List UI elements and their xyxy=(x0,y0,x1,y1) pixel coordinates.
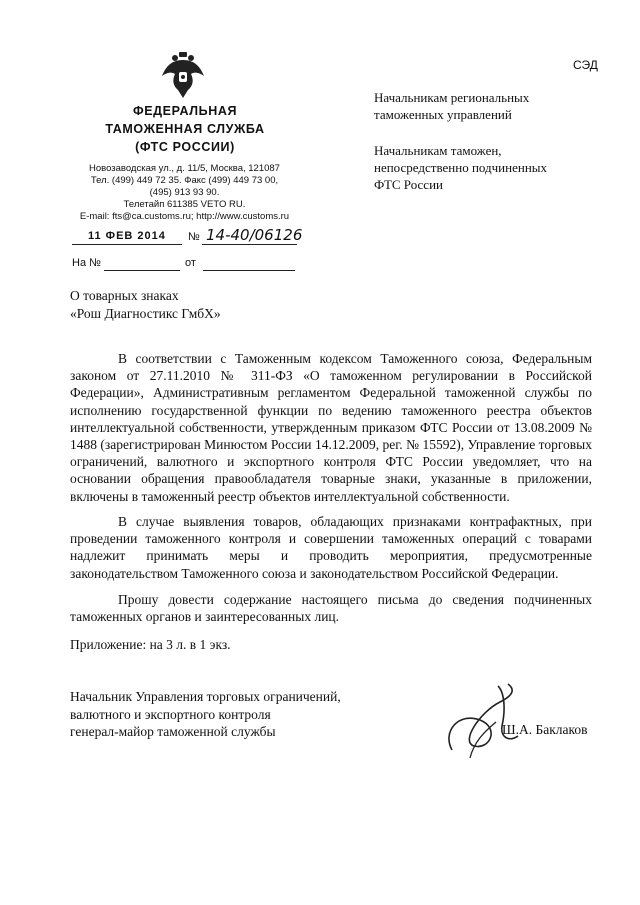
reference-label: На № xyxy=(72,257,101,269)
recipient-2-line-2: непосредственно подчиненных xyxy=(374,160,548,175)
signer-name: Ш.А. Баклаков xyxy=(502,722,588,737)
number-label: № xyxy=(188,231,200,243)
subject xyxy=(70,287,221,323)
body-paragraph-3-text: Прошу довести содержание настоящего письма до сведения подчиненных таможенных органов и заинтересованных лиц. xyxy=(70,592,592,625)
address-line-2: Тел. (499) 449 72 35. Факс (499) 449 73 00, xyxy=(90,175,279,186)
address-line-5: E-mail: fts@ca.customs.ru; http://www.customs.ru xyxy=(79,211,290,222)
attachment-note: Приложение: на 3 л. в 1 экз. xyxy=(70,637,231,652)
reference-number-field xyxy=(104,258,180,271)
address-line-1: Новозаводская ул., д. 11/5, Москва, 121087 xyxy=(89,163,280,174)
body-paragraph-2-text: В случае выявления товаров, обладающих признаками контрафактных, при проведении таможенного контроля и совершении таможенных операций с товарами надлежит принимать меры и проводить мероприятия, предусмотренные законодательством Таможенного союза и законодательством Российской Федерации. xyxy=(70,514,592,581)
body-paragraph-2 xyxy=(70,513,592,582)
outgoing-number: 14-40/06126 xyxy=(206,226,303,244)
recipient-1 xyxy=(374,89,614,123)
date-stamp: 11 ФЕВ 2014 xyxy=(88,230,166,242)
signatory-position-line-2: валютного и экспортного контроля xyxy=(70,706,271,722)
recipient-2-line-1: Начальникам таможен, xyxy=(374,143,502,158)
coat-of-arms-emblem xyxy=(160,50,206,100)
org-name-line-3: (ФТС РОССИИ) xyxy=(135,140,235,154)
handwritten-signature xyxy=(440,672,530,762)
recipient-1-line-2: таможенных управлений xyxy=(374,107,512,122)
recipient-1-line-1: Начальникам региональных xyxy=(374,90,530,105)
subject-line-1: О товарных знаках xyxy=(70,288,179,303)
subject-line-2: «Рош Диагностикс ГмбХ» xyxy=(70,306,221,321)
sed-mark: СЭД xyxy=(573,58,598,72)
body-paragraph-1-text: В соответствии с Таможенным кодексом Таможенного союза, Федеральным законом от 27.11.2010 № 311-ФЗ «О таможенном регулировании в Российской Федерации», Административным регламентом Федеральной таможенной службы по исполнению государственной функции по ведению таможенного реестра объектов интеллектуальной собственности, утвержденным приказом ФТС России от 13.08.2009 № 1488 (зарегистрирован Минюстом России 14.12.2009, рег. № 15592), Управление торговых ограничений, валютного и экспортного контроля ФТС России уведомляет, что на основании обращения правообладателя товарные знаки, указанные в приложении, включены в таможенный реестр объектов интеллектуальной собственности. xyxy=(70,351,592,504)
body-paragraph-3 xyxy=(70,591,592,625)
body-paragraph-1 xyxy=(70,350,592,505)
signatory-position-line-1: Начальник Управления торговых ограничений, xyxy=(70,689,341,704)
address-line-4: Телетайп 611385 VETO RU. xyxy=(123,199,246,210)
recipient-2 xyxy=(374,142,614,193)
recipient-2-line-3: ФТС России xyxy=(374,177,443,192)
org-name-line-1: ФЕДЕРАЛЬНАЯ xyxy=(132,104,238,118)
org-name-line-2: ТАМОЖЕННАЯ СЛУЖБА xyxy=(105,122,265,136)
reference-date-field xyxy=(203,258,295,271)
signatory-position xyxy=(70,688,341,741)
reference-from-label: от xyxy=(185,257,196,269)
signatory-position-line-3: генерал-майор таможенной службы xyxy=(70,724,276,739)
address-line-3: (495) 913 93 90. xyxy=(149,187,220,198)
